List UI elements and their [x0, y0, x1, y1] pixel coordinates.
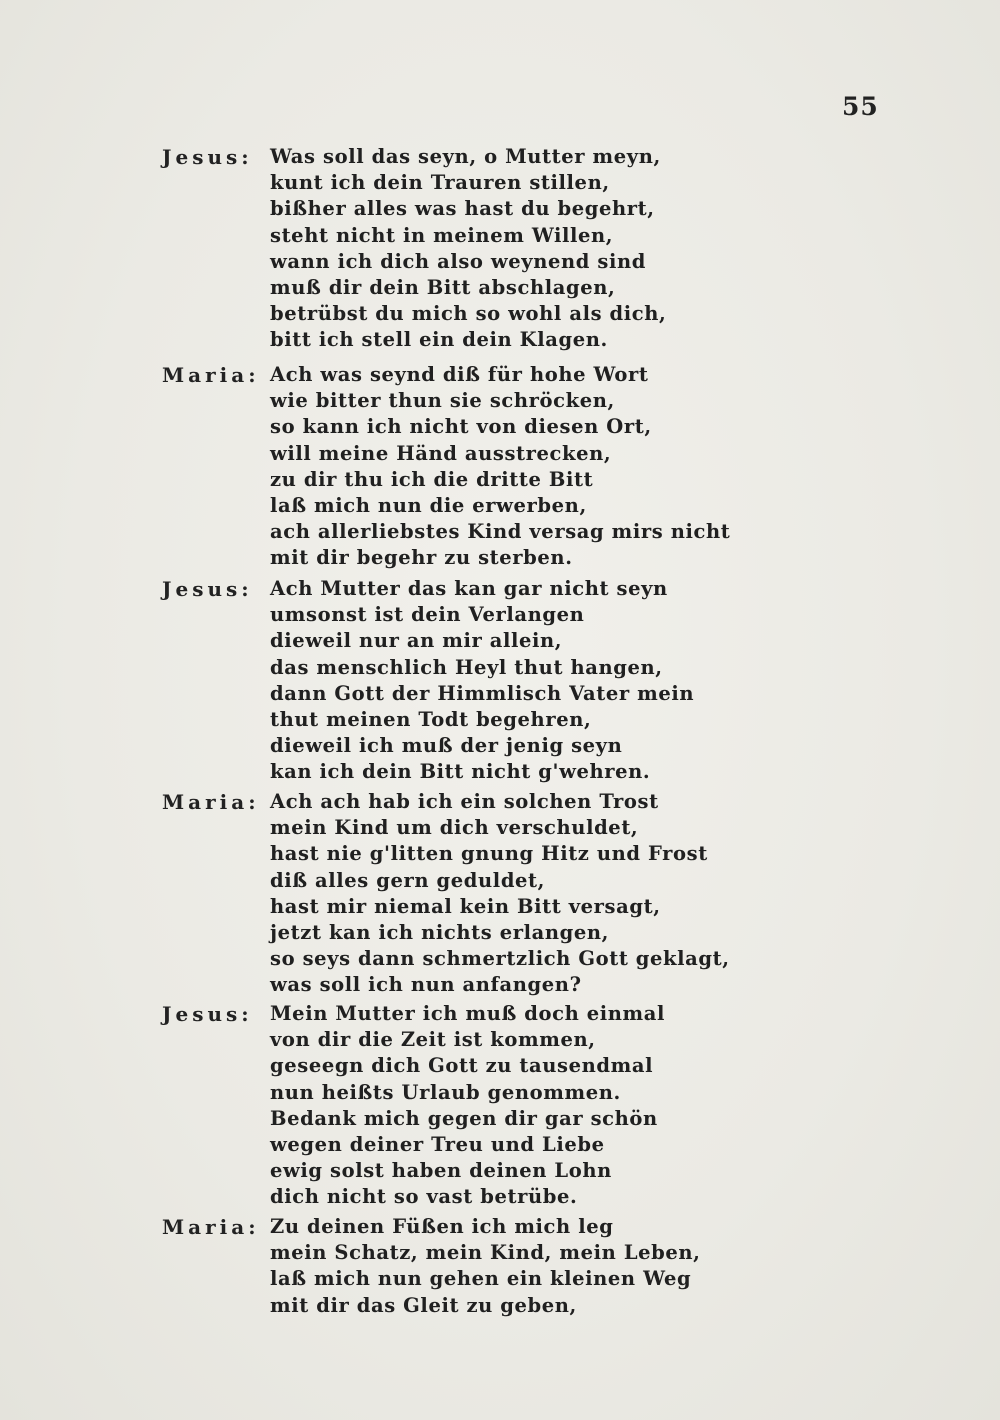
speaker-label: Maria: — [162, 790, 260, 814]
verse-line: von dir die Zeit ist kommen, — [270, 1028, 596, 1052]
verse-line: nun heißts Urlaub genommen. — [270, 1080, 621, 1104]
verse-line: dieweil ich muß der jenig seyn — [270, 734, 623, 758]
verse-line: steht nicht in meinem Willen, — [270, 223, 614, 247]
verse-lines — [270, 576, 730, 786]
verse-line: Ach was seynd diß für hohe Wort — [270, 363, 649, 386]
verse-line: kan ich dein Bitt nicht g'wehren. — [270, 760, 651, 784]
verse-line: Was soll das seyn, o Mutter meyn, — [270, 145, 661, 168]
verse-line: wegen deiner Treu und Liebe — [270, 1132, 605, 1156]
verse-line: Ach Mutter das kan gar nicht seyn — [270, 577, 668, 600]
speaker-label: Jesus: — [162, 577, 253, 601]
verse-line: bitt ich stell ein dein Klagen. — [270, 328, 608, 352]
verse-line: betrübst du mich so wohl als dich, — [270, 302, 667, 326]
verse-lines — [270, 1214, 730, 1319]
verse-line: mein Schatz, mein Kind, mein Leben, — [270, 1241, 701, 1265]
verse-line: wann ich dich also weynend sind — [270, 249, 647, 273]
verse-line: Mein Mutter ich muß doch einmal — [270, 1002, 666, 1025]
verse-line: so kann ich nicht von diesen Ort, — [270, 415, 652, 439]
verse-line: mit dir begehr zu sterben. — [270, 546, 573, 570]
verse-line: diß alles gern geduldet, — [270, 868, 546, 892]
verse-line: Zu deinen Füßen ich mich leg — [270, 1215, 614, 1238]
verse-line: ach allerliebstes Kind versag mirs nicht — [270, 520, 731, 544]
verse-line: dieweil nur an mir allein, — [270, 629, 563, 653]
speaker-label: Jesus: — [162, 1002, 253, 1026]
verse-lines — [270, 1001, 730, 1211]
verse-lines — [270, 362, 730, 572]
verse-line: wie bitter thun sie schröcken, — [270, 389, 615, 413]
verse-line: hast mir niemal kein Bitt versagt, — [270, 894, 661, 918]
verse-line: laß mich nun gehen ein kleinen Weg — [270, 1267, 692, 1291]
verse-line: bißher alles was hast du begehrt, — [270, 197, 655, 221]
verse-line: Bedank mich gegen dir gar schön — [270, 1106, 658, 1130]
verse-line: zu dir thu ich die dritte Bitt — [270, 467, 594, 491]
verse-line: dann Gott der Himmlisch Vater mein — [270, 681, 695, 705]
verse-lines — [270, 789, 730, 999]
verse-line: mein Kind um dich verschuldet, — [270, 816, 639, 840]
verse-line: will meine Händ ausstrecken, — [270, 441, 612, 465]
page-number: 55 — [842, 92, 879, 121]
verse-line: dich nicht so vast betrübe. — [270, 1185, 578, 1209]
speaker-label: Jesus: — [162, 145, 253, 169]
verse-line: hast nie g'litten gnung Hitz und Frost — [270, 842, 708, 866]
verse-line: mit dir das Gleit zu geben, — [270, 1293, 577, 1317]
verse-line: das menschlich Heyl thut hangen, — [270, 655, 663, 679]
verse-line: kunt ich dein Trauren stillen, — [270, 171, 610, 195]
speaker-label: Maria: — [162, 363, 260, 387]
verse-line: muß dir dein Bitt abschlagen, — [270, 275, 616, 299]
verse-line: laß mich nun die erwerben, — [270, 493, 587, 517]
verse-line: Ach ach hab ich ein solchen Trost — [270, 790, 659, 813]
speaker-label: Maria: — [162, 1215, 260, 1239]
verse-line: thut meinen Todt begehren, — [270, 707, 592, 731]
verse-lines — [270, 144, 730, 354]
verse-line: was soll ich nun anfangen? — [270, 973, 582, 997]
verse-line: geseegn dich Gott zu tausendmal — [270, 1054, 654, 1078]
verse-line: umsonst ist dein Verlangen — [270, 603, 585, 627]
verse-line: so seys dann schmertzlich Gott geklagt, — [270, 947, 730, 971]
verse-line: ewig solst haben deinen Lohn — [270, 1159, 612, 1183]
verse-line: jetzt kan ich nichts erlangen, — [270, 920, 610, 944]
